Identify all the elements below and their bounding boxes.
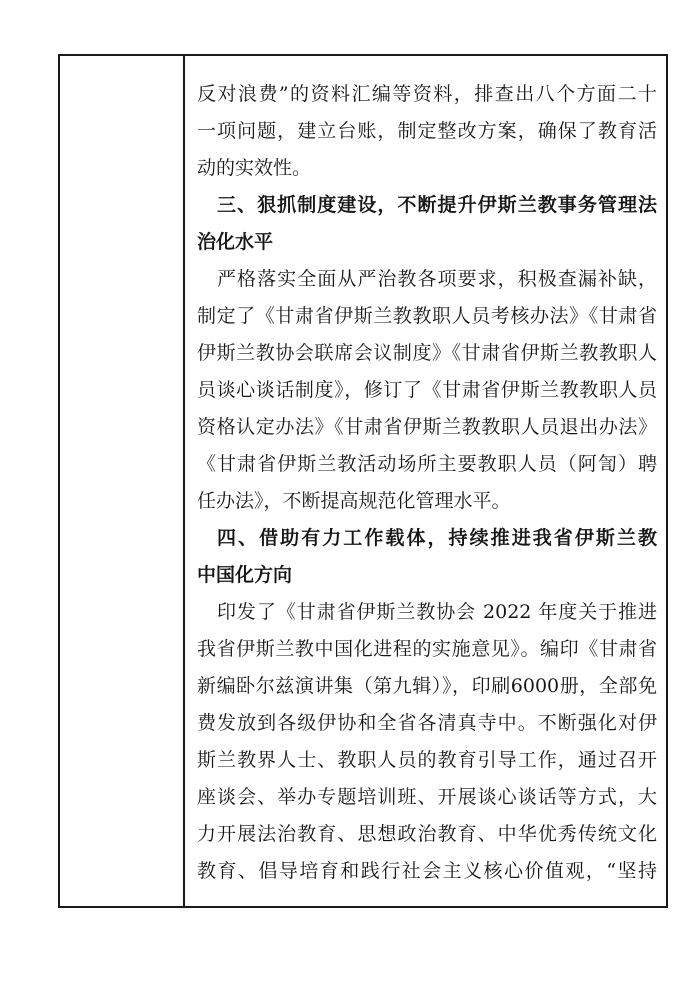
text-line: 印发了《甘肃省伊斯兰教协会 2022 年度关于推进 bbox=[217, 601, 657, 623]
text-line: 力开展法治教育、思想政治教育、中华优秀传统文化 bbox=[197, 823, 657, 845]
section-heading: 三、狠抓制度建设，不断提升伊斯兰教事务管理法 bbox=[217, 194, 657, 216]
text-line: 动的实效性。 bbox=[197, 157, 312, 179]
text-line: 伊斯兰教协会联席会议制度》《甘肃省伊斯兰教教职人 bbox=[197, 342, 657, 364]
text-line: 费发放到各级伊协和全省各清真寺中。不断强化对伊 bbox=[197, 712, 657, 734]
text-line: 任办法》，不断提高规范化管理水平。 bbox=[197, 490, 511, 512]
text-line: 反对浪费”的资料汇编等资料，排查出八个方面二十 bbox=[197, 83, 657, 105]
text-line: 教育、倡导培育和践行社会主义核心价值观，“坚持 bbox=[197, 860, 657, 882]
section-heading: 治化水平 bbox=[197, 231, 274, 253]
text-line: 严格落实全面从严治教各项要求，积极查漏补缺， bbox=[217, 268, 657, 290]
text-line: 制定了《甘肃省伊斯兰教教职人员考核办法》《甘肃省 bbox=[197, 305, 657, 327]
text-line: 座谈会、举办专题培训班、开展谈心谈话等方式，大 bbox=[197, 786, 657, 808]
section-heading: 中国化方向 bbox=[197, 564, 293, 586]
text-line: 斯兰教界人士、教职人员的教育引导工作，通过召开 bbox=[197, 749, 657, 771]
text-line: 员谈心谈话制度》，修订了《甘肃省伊斯兰教教职人员 bbox=[197, 379, 657, 401]
text-line: 新编卧尔兹演讲集（第九辑）》，印刷6000册，全部免 bbox=[197, 675, 657, 697]
document-body bbox=[197, 76, 657, 890]
text-line: 资格认定办法》《甘肃省伊斯兰教教职人员退出办法》 bbox=[197, 416, 657, 438]
text-line: 《甘肃省伊斯兰教活动场所主要教职人员（阿訇）聘 bbox=[197, 453, 657, 475]
text-line: 一项问题，建立台账，制定整改方案，确保了教育活 bbox=[197, 120, 657, 142]
text-line: 我省伊斯兰教中国化进程的实施意见》。编印《甘肃省 bbox=[197, 638, 657, 660]
section-heading: 四、借助有力工作载体，持续推进我省伊斯兰教 bbox=[217, 527, 657, 549]
column-divider bbox=[183, 54, 185, 908]
